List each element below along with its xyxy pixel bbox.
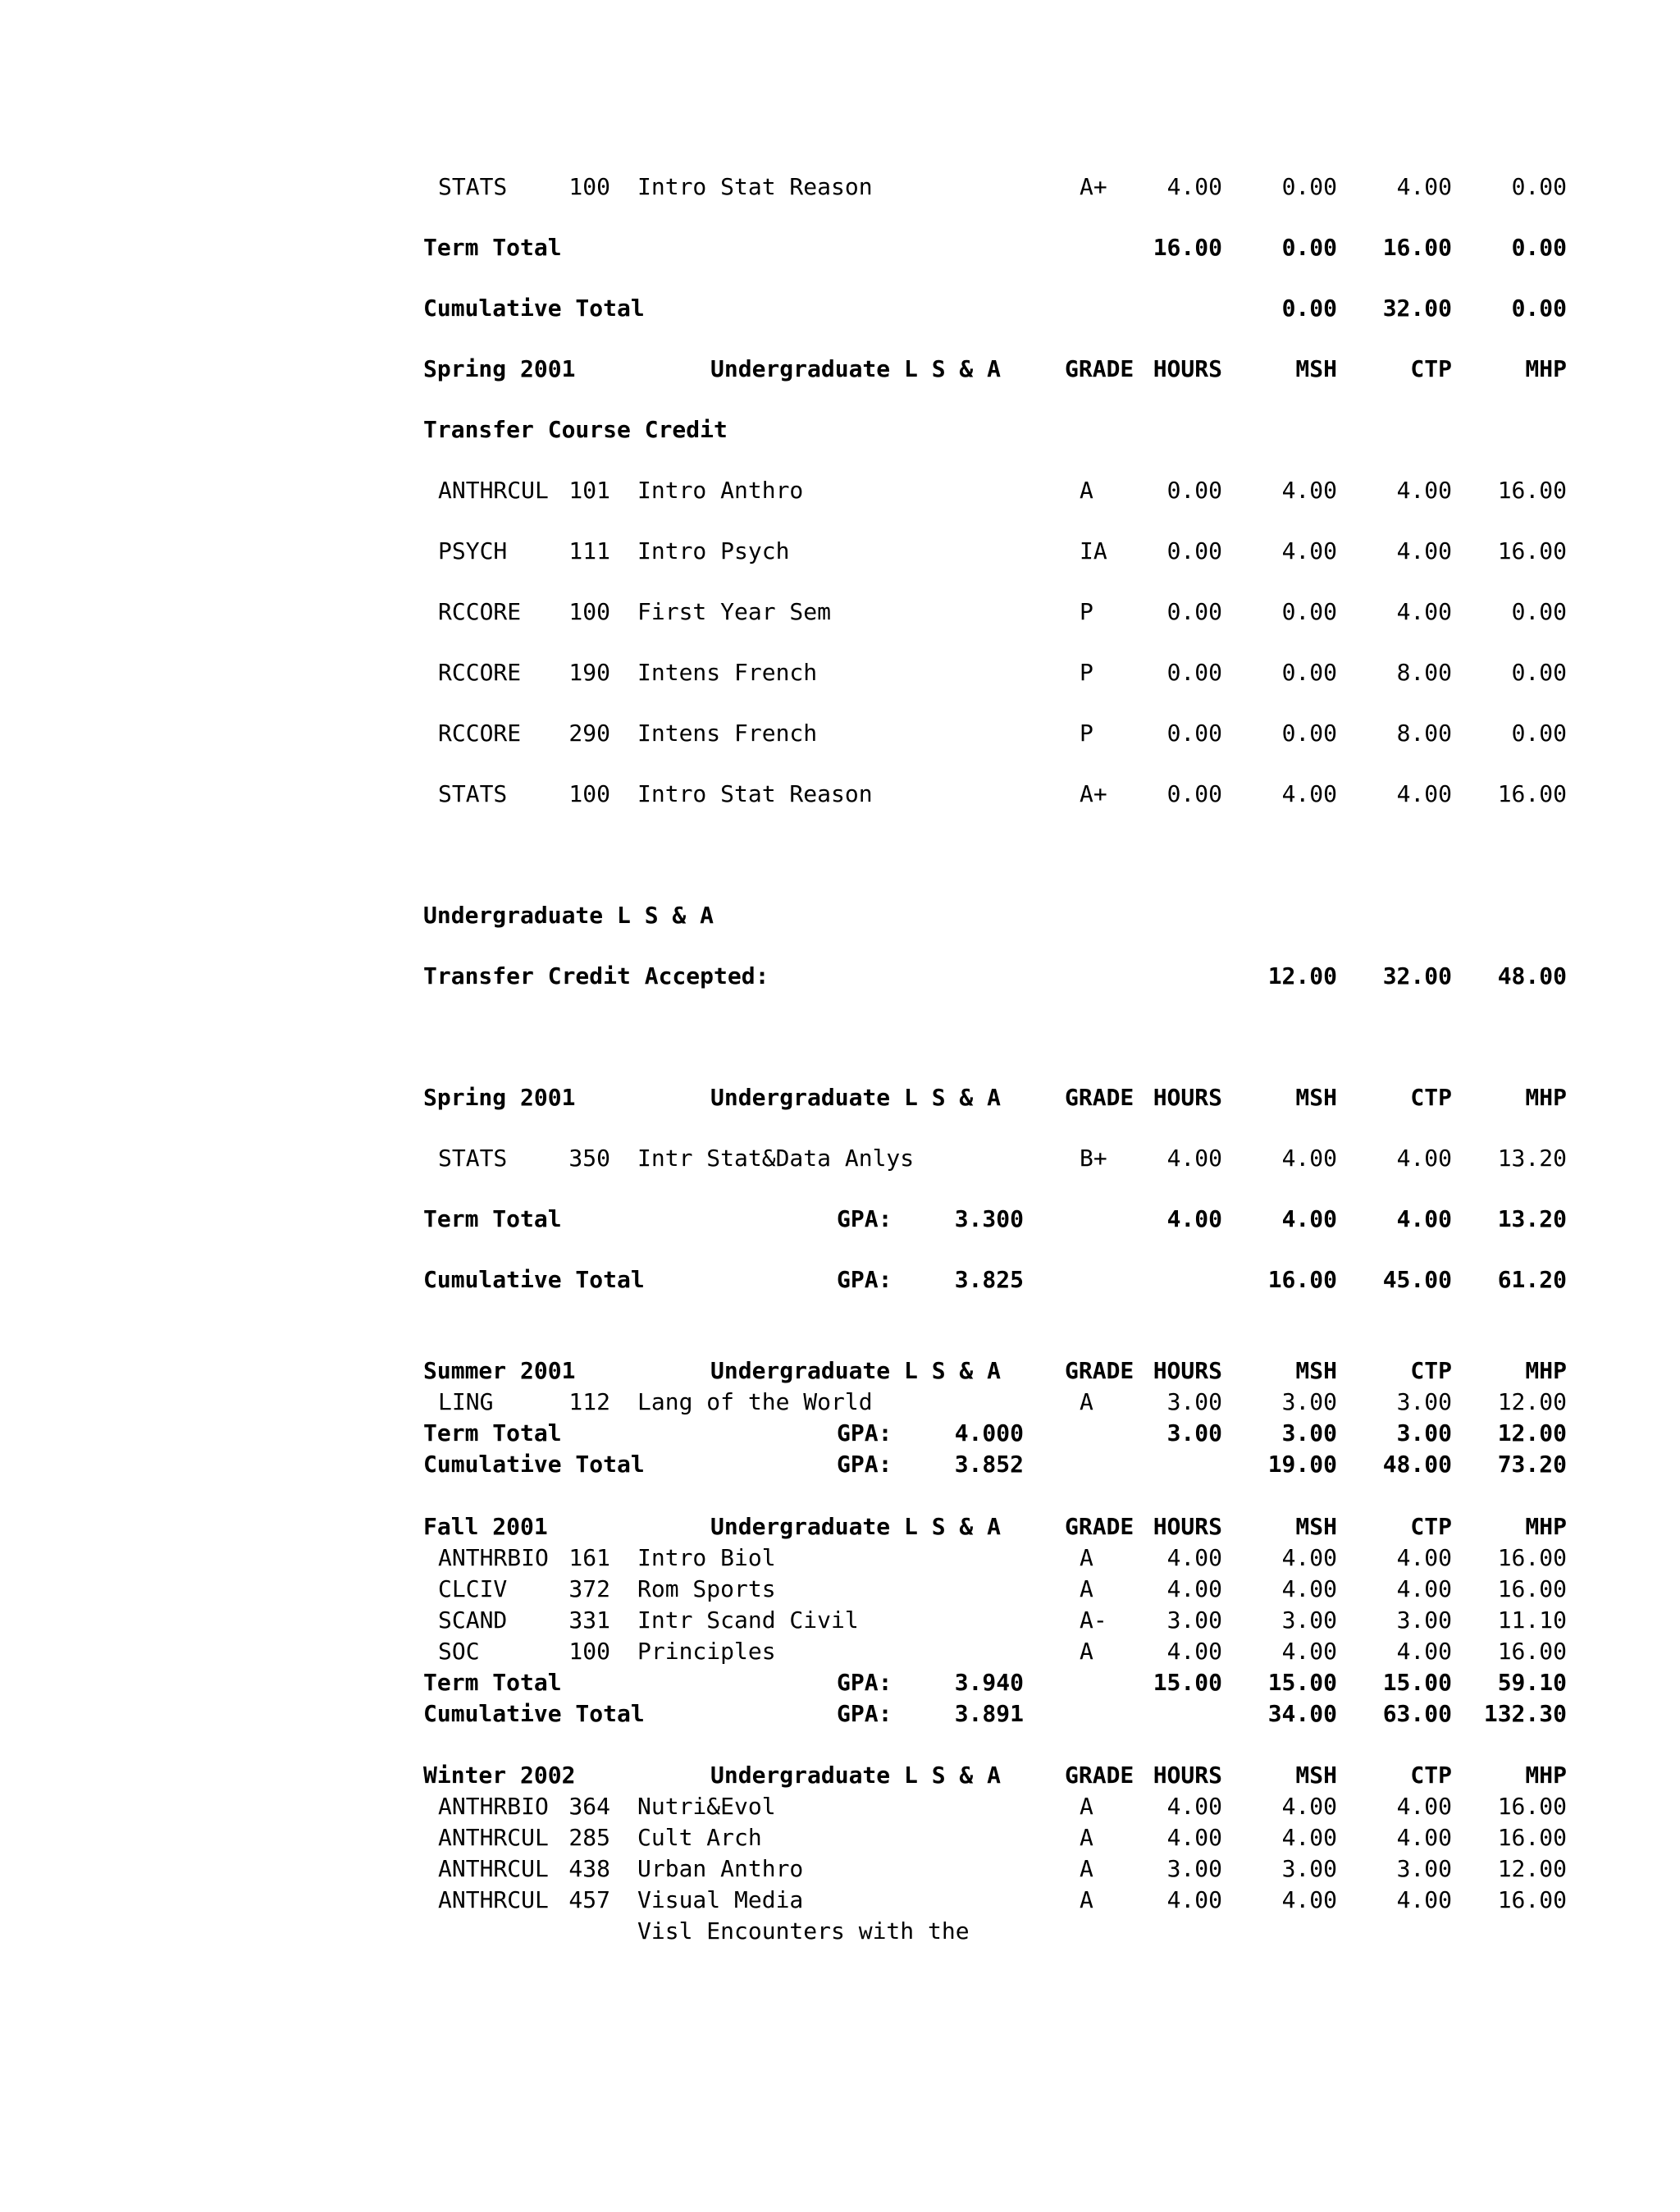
course-number: 112 bbox=[568, 1388, 610, 1415]
course-grade: A+ bbox=[1080, 780, 1107, 807]
course-msh: 0.00 bbox=[1281, 173, 1337, 200]
cumulative-total-mhp: 132.30 bbox=[1483, 1700, 1567, 1727]
hours-header: HOURS bbox=[1153, 1513, 1222, 1540]
course-ctp: 4.00 bbox=[1396, 1824, 1452, 1851]
course-msh: 4.00 bbox=[1281, 537, 1337, 564]
term-total-hours: 4.00 bbox=[1166, 1205, 1222, 1232]
course-mhp: 0.00 bbox=[1511, 598, 1567, 625]
term-total-hours: 16.00 bbox=[1153, 234, 1222, 261]
msh-header: MSH bbox=[1295, 355, 1337, 382]
transfer-section-label: Transfer Course Credit bbox=[423, 416, 728, 443]
course-grade: A bbox=[1080, 1886, 1093, 1913]
term-total-msh: 0.00 bbox=[1281, 234, 1337, 261]
course-mhp: 16.00 bbox=[1497, 1793, 1567, 1820]
term-gpa: 3.300 bbox=[954, 1205, 1024, 1232]
course-msh: 3.00 bbox=[1281, 1855, 1337, 1882]
course-mhp: 12.00 bbox=[1497, 1388, 1567, 1415]
term-name: Spring 2001 bbox=[423, 1084, 576, 1111]
course-msh: 4.00 bbox=[1281, 477, 1337, 504]
course-hours: 0.00 bbox=[1166, 720, 1222, 747]
term-total-label: Term Total bbox=[423, 234, 562, 261]
cumulative-total-msh: 16.00 bbox=[1267, 1266, 1337, 1293]
ctp-header: CTP bbox=[1410, 1513, 1452, 1540]
cumulative-gpa: 3.825 bbox=[954, 1266, 1024, 1293]
course-mhp: 16.00 bbox=[1497, 537, 1567, 564]
course-row bbox=[0, 1386, 1680, 1419]
course-number: 438 bbox=[568, 1855, 610, 1882]
hours-header: HOURS bbox=[1153, 355, 1222, 382]
course-msh: 0.00 bbox=[1281, 720, 1337, 747]
term-total-ctp: 16.00 bbox=[1382, 234, 1452, 261]
cumulative-total-label: Cumulative Total bbox=[423, 1451, 645, 1478]
term-total-label: Term Total bbox=[423, 1205, 562, 1232]
term-total-mhp: 0.00 bbox=[1511, 234, 1567, 261]
course-grade: A bbox=[1080, 1855, 1093, 1882]
term-header-row bbox=[0, 1510, 1680, 1543]
course-row bbox=[0, 1635, 1680, 1668]
course-number: 101 bbox=[568, 477, 610, 504]
cumulative-total-mhp: 0.00 bbox=[1511, 295, 1567, 322]
course-ctp: 4.00 bbox=[1396, 1638, 1452, 1665]
course-grade: A bbox=[1080, 1388, 1093, 1415]
gpa-label: GPA: bbox=[837, 1266, 892, 1293]
course-title: Cult Arch bbox=[637, 1824, 762, 1851]
course-hours: 4.00 bbox=[1166, 1544, 1222, 1571]
course-dept: ANTHRCUL bbox=[438, 1886, 549, 1913]
course-msh: 4.00 bbox=[1281, 1793, 1337, 1820]
course-dept: RCCORE bbox=[438, 598, 522, 625]
ctp-header: CTP bbox=[1410, 1084, 1452, 1111]
course-hours: 0.00 bbox=[1166, 659, 1222, 686]
course-row bbox=[0, 1790, 1680, 1823]
course-grade: B+ bbox=[1080, 1145, 1107, 1172]
term-total-ctp: 4.00 bbox=[1396, 1205, 1452, 1232]
term-total-mhp: 13.20 bbox=[1497, 1205, 1567, 1232]
college-name: Undergraduate L S & A bbox=[710, 355, 1002, 382]
course-row bbox=[0, 656, 1680, 689]
course-mhp: 16.00 bbox=[1497, 780, 1567, 807]
term-total-msh: 4.00 bbox=[1281, 1205, 1337, 1232]
course-grade: P bbox=[1080, 659, 1093, 686]
course-number: 457 bbox=[568, 1886, 610, 1913]
ctp-header: CTP bbox=[1410, 355, 1452, 382]
course-dept: ANTHRBIO bbox=[438, 1793, 549, 1820]
college-name: Undergraduate L S & A bbox=[710, 1762, 1002, 1789]
course-title: Visual Media bbox=[637, 1886, 804, 1913]
course-number: 100 bbox=[568, 780, 610, 807]
course-ctp: 4.00 bbox=[1396, 173, 1452, 200]
mhp-header: MHP bbox=[1525, 1762, 1567, 1789]
course-title-continuation: Visl Encounters with the bbox=[637, 1917, 970, 1945]
course-ctp: 3.00 bbox=[1396, 1606, 1452, 1634]
term-total-row bbox=[0, 231, 1680, 264]
cumulative-total-msh: 0.00 bbox=[1281, 295, 1337, 322]
cumulative-total-row bbox=[0, 1264, 1680, 1296]
course-dept: SOC bbox=[438, 1638, 480, 1665]
course-title: Intr Stat&Data Anlys bbox=[637, 1145, 915, 1172]
term-total-row bbox=[0, 1203, 1680, 1236]
course-grade: A bbox=[1080, 1638, 1093, 1665]
course-grade: A+ bbox=[1080, 173, 1107, 200]
course-msh: 4.00 bbox=[1281, 1886, 1337, 1913]
college-name: Undergraduate L S & A bbox=[710, 1513, 1002, 1540]
course-mhp: 12.00 bbox=[1497, 1855, 1567, 1882]
ctp-header: CTP bbox=[1410, 1357, 1452, 1384]
cumulative-total-ctp: 48.00 bbox=[1382, 1451, 1452, 1478]
course-row bbox=[0, 1884, 1680, 1917]
course-row bbox=[0, 596, 1680, 628]
course-row bbox=[0, 474, 1680, 507]
cumulative-total-mhp: 73.20 bbox=[1497, 1451, 1567, 1478]
msh-header: MSH bbox=[1295, 1513, 1337, 1540]
course-dept: RCCORE bbox=[438, 720, 522, 747]
course-ctp: 4.00 bbox=[1396, 1145, 1452, 1172]
hours-header: HOURS bbox=[1153, 1762, 1222, 1789]
course-mhp: 16.00 bbox=[1497, 1638, 1567, 1665]
grade-header: GRADE bbox=[1065, 1513, 1134, 1540]
course-msh: 0.00 bbox=[1281, 659, 1337, 686]
grade-header: GRADE bbox=[1065, 1762, 1134, 1789]
course-hours: 3.00 bbox=[1166, 1855, 1222, 1882]
course-msh: 4.00 bbox=[1281, 780, 1337, 807]
grade-header: GRADE bbox=[1065, 1084, 1134, 1111]
course-row bbox=[0, 1542, 1680, 1574]
term-gpa: 4.000 bbox=[954, 1419, 1024, 1446]
term-header-row bbox=[0, 1759, 1680, 1792]
course-dept: STATS bbox=[438, 173, 508, 200]
course-dept: PSYCH bbox=[438, 537, 508, 564]
course-hours: 0.00 bbox=[1166, 780, 1222, 807]
course-mhp: 16.00 bbox=[1497, 1575, 1567, 1602]
gpa-label: GPA: bbox=[837, 1205, 892, 1232]
term-total-mhp: 59.10 bbox=[1497, 1669, 1567, 1696]
course-hours: 4.00 bbox=[1166, 1824, 1222, 1851]
course-row bbox=[0, 717, 1680, 750]
course-title: Lang of the World bbox=[637, 1388, 873, 1415]
course-title: Intro Psych bbox=[637, 537, 790, 564]
transfer-summary-college: Undergraduate L S & A bbox=[423, 902, 714, 929]
cumulative-total-label: Cumulative Total bbox=[423, 1700, 645, 1727]
transfer-accepted-msh: 12.00 bbox=[1267, 962, 1337, 989]
course-msh: 3.00 bbox=[1281, 1388, 1337, 1415]
course-dept: RCCORE bbox=[438, 659, 522, 686]
gpa-label: GPA: bbox=[837, 1669, 892, 1696]
course-dept: CLCIV bbox=[438, 1575, 508, 1602]
course-title: Intro Stat Reason bbox=[637, 173, 873, 200]
course-title: Intens French bbox=[637, 720, 818, 747]
course-mhp: 13.20 bbox=[1497, 1145, 1567, 1172]
course-title: Intr Scand Civil bbox=[637, 1606, 859, 1634]
course-grade: P bbox=[1080, 720, 1093, 747]
course-msh: 4.00 bbox=[1281, 1575, 1337, 1602]
course-hours: 4.00 bbox=[1166, 1793, 1222, 1820]
course-title: Urban Anthro bbox=[637, 1855, 804, 1882]
course-mhp: 16.00 bbox=[1497, 477, 1567, 504]
course-number: 100 bbox=[568, 598, 610, 625]
course-grade: A bbox=[1080, 1544, 1093, 1571]
cumulative-gpa: 3.852 bbox=[954, 1451, 1024, 1478]
gpa-label: GPA: bbox=[837, 1451, 892, 1478]
term-header-row bbox=[0, 1355, 1680, 1387]
course-ctp: 4.00 bbox=[1396, 1886, 1452, 1913]
course-ctp: 4.00 bbox=[1396, 477, 1452, 504]
course-grade: A bbox=[1080, 1575, 1093, 1602]
cumulative-total-row bbox=[0, 1448, 1680, 1481]
course-msh: 4.00 bbox=[1281, 1544, 1337, 1571]
gpa-label: GPA: bbox=[837, 1419, 892, 1446]
course-hours: 0.00 bbox=[1166, 598, 1222, 625]
gpa-label: GPA: bbox=[837, 1700, 892, 1727]
course-number: 100 bbox=[568, 1638, 610, 1665]
course-hours: 3.00 bbox=[1166, 1388, 1222, 1415]
course-mhp: 16.00 bbox=[1497, 1824, 1567, 1851]
course-grade: A bbox=[1080, 477, 1093, 504]
course-row bbox=[0, 535, 1680, 568]
transfer-accepted-ctp: 32.00 bbox=[1382, 962, 1452, 989]
term-header-row bbox=[0, 353, 1680, 386]
course-row bbox=[0, 1573, 1680, 1606]
course-number: 372 bbox=[568, 1575, 610, 1602]
course-title: Intro Biol bbox=[637, 1544, 776, 1571]
course-mhp: 0.00 bbox=[1511, 720, 1567, 747]
course-ctp: 4.00 bbox=[1396, 598, 1452, 625]
course-dept: ANTHRCUL bbox=[438, 1824, 549, 1851]
course-hours: 4.00 bbox=[1166, 1886, 1222, 1913]
course-mhp: 16.00 bbox=[1497, 1886, 1567, 1913]
course-row bbox=[0, 778, 1680, 811]
cumulative-total-label: Cumulative Total bbox=[423, 295, 645, 322]
course-grade: P bbox=[1080, 598, 1093, 625]
course-title: First Year Sem bbox=[637, 598, 832, 625]
course-title: Nutri&Evol bbox=[637, 1793, 776, 1820]
course-mhp: 0.00 bbox=[1511, 659, 1567, 686]
grade-header: GRADE bbox=[1065, 1357, 1134, 1384]
cumulative-total-msh: 34.00 bbox=[1267, 1700, 1337, 1727]
cumulative-total-ctp: 45.00 bbox=[1382, 1266, 1452, 1293]
mhp-header: MHP bbox=[1525, 1084, 1567, 1111]
course-title: Rom Sports bbox=[637, 1575, 776, 1602]
term-total-hours: 3.00 bbox=[1166, 1419, 1222, 1446]
term-gpa: 3.940 bbox=[954, 1669, 1024, 1696]
term-header-row bbox=[0, 1081, 1680, 1114]
course-ctp: 4.00 bbox=[1396, 1793, 1452, 1820]
course-hours: 0.00 bbox=[1166, 477, 1222, 504]
cumulative-total-msh: 19.00 bbox=[1267, 1451, 1337, 1478]
course-number: 364 bbox=[568, 1793, 610, 1820]
course-hours: 4.00 bbox=[1166, 1575, 1222, 1602]
msh-header: MSH bbox=[1295, 1357, 1337, 1384]
course-number: 190 bbox=[568, 659, 610, 686]
transfer-accepted-label: Transfer Credit Accepted: bbox=[423, 962, 769, 989]
cumulative-total-label: Cumulative Total bbox=[423, 1266, 645, 1293]
course-grade: A bbox=[1080, 1824, 1093, 1851]
course-hours: 4.00 bbox=[1166, 1638, 1222, 1665]
course-number: 331 bbox=[568, 1606, 610, 1634]
course-mhp: 16.00 bbox=[1497, 1544, 1567, 1571]
term-total-row bbox=[0, 1417, 1680, 1450]
course-row bbox=[0, 1853, 1680, 1885]
course-ctp: 4.00 bbox=[1396, 1575, 1452, 1602]
msh-header: MSH bbox=[1295, 1762, 1337, 1789]
course-msh: 4.00 bbox=[1281, 1824, 1337, 1851]
section-label-row bbox=[0, 414, 1680, 446]
term-total-mhp: 12.00 bbox=[1497, 1419, 1567, 1446]
term-total-row bbox=[0, 1666, 1680, 1699]
course-ctp: 3.00 bbox=[1396, 1855, 1452, 1882]
college-name: Undergraduate L S & A bbox=[710, 1357, 1002, 1384]
course-number: 100 bbox=[568, 173, 610, 200]
cumulative-total-ctp: 32.00 bbox=[1382, 295, 1452, 322]
cumulative-total-row bbox=[0, 292, 1680, 325]
course-number: 350 bbox=[568, 1145, 610, 1172]
course-hours: 3.00 bbox=[1166, 1606, 1222, 1634]
course-ctp: 3.00 bbox=[1396, 1388, 1452, 1415]
course-grade: A bbox=[1080, 1793, 1093, 1820]
course-mhp: 11.10 bbox=[1497, 1606, 1567, 1634]
course-ctp: 8.00 bbox=[1396, 659, 1452, 686]
term-total-label: Term Total bbox=[423, 1419, 562, 1446]
course-title: Intro Anthro bbox=[637, 477, 804, 504]
cumulative-total-mhp: 61.20 bbox=[1497, 1266, 1567, 1293]
course-dept: ANTHRCUL bbox=[438, 1855, 549, 1882]
college-name: Undergraduate L S & A bbox=[710, 1084, 1002, 1111]
course-dept: LING bbox=[438, 1388, 494, 1415]
course-grade: A- bbox=[1080, 1606, 1107, 1634]
hours-header: HOURS bbox=[1153, 1084, 1222, 1111]
course-title-continuation-row bbox=[0, 1915, 1680, 1948]
course-grade: IA bbox=[1080, 537, 1107, 564]
course-title: Intro Stat Reason bbox=[637, 780, 873, 807]
course-dept: STATS bbox=[438, 1145, 508, 1172]
course-dept: STATS bbox=[438, 780, 508, 807]
course-dept: SCAND bbox=[438, 1606, 508, 1634]
course-hours: 4.00 bbox=[1166, 1145, 1222, 1172]
mhp-header: MHP bbox=[1525, 1357, 1567, 1384]
term-total-label: Term Total bbox=[423, 1669, 562, 1696]
cumulative-total-ctp: 63.00 bbox=[1382, 1700, 1452, 1727]
course-ctp: 4.00 bbox=[1396, 1544, 1452, 1571]
course-row bbox=[0, 1142, 1680, 1175]
term-name: Summer 2001 bbox=[423, 1357, 576, 1384]
course-mhp: 0.00 bbox=[1511, 173, 1567, 200]
term-name: Winter 2002 bbox=[423, 1762, 576, 1789]
term-total-ctp: 3.00 bbox=[1396, 1419, 1452, 1446]
course-title: Principles bbox=[637, 1638, 776, 1665]
course-row bbox=[0, 1604, 1680, 1637]
course-msh: 4.00 bbox=[1281, 1145, 1337, 1172]
transfer-accepted-mhp: 48.00 bbox=[1497, 962, 1567, 989]
course-msh: 4.00 bbox=[1281, 1638, 1337, 1665]
course-row bbox=[0, 1821, 1680, 1854]
cumulative-gpa: 3.891 bbox=[954, 1700, 1024, 1727]
term-name: Spring 2001 bbox=[423, 355, 576, 382]
course-number: 161 bbox=[568, 1544, 610, 1571]
grade-header: GRADE bbox=[1065, 355, 1134, 382]
transfer-summary-college-row bbox=[0, 899, 1680, 932]
term-total-msh: 3.00 bbox=[1281, 1419, 1337, 1446]
term-name: Fall 2001 bbox=[423, 1513, 548, 1540]
course-ctp: 4.00 bbox=[1396, 780, 1452, 807]
term-total-msh: 15.00 bbox=[1267, 1669, 1337, 1696]
course-ctp: 8.00 bbox=[1396, 720, 1452, 747]
course-ctp: 4.00 bbox=[1396, 537, 1452, 564]
msh-header: MSH bbox=[1295, 1084, 1337, 1111]
term-total-hours: 15.00 bbox=[1153, 1669, 1222, 1696]
course-dept: ANTHRBIO bbox=[438, 1544, 549, 1571]
course-title: Intens French bbox=[637, 659, 818, 686]
mhp-header: MHP bbox=[1525, 355, 1567, 382]
course-hours: 4.00 bbox=[1166, 173, 1222, 200]
course-number: 111 bbox=[568, 537, 610, 564]
ctp-header: CTP bbox=[1410, 1762, 1452, 1789]
cumulative-total-row bbox=[0, 1698, 1680, 1730]
course-row bbox=[0, 171, 1680, 203]
course-dept: ANTHRCUL bbox=[438, 477, 549, 504]
transfer-accepted-row bbox=[0, 960, 1680, 993]
course-number: 285 bbox=[568, 1824, 610, 1851]
mhp-header: MHP bbox=[1525, 1513, 1567, 1540]
hours-header: HOURS bbox=[1153, 1357, 1222, 1384]
course-number: 290 bbox=[568, 720, 610, 747]
course-msh: 0.00 bbox=[1281, 598, 1337, 625]
course-hours: 0.00 bbox=[1166, 537, 1222, 564]
course-msh: 3.00 bbox=[1281, 1606, 1337, 1634]
term-total-ctp: 15.00 bbox=[1382, 1669, 1452, 1696]
